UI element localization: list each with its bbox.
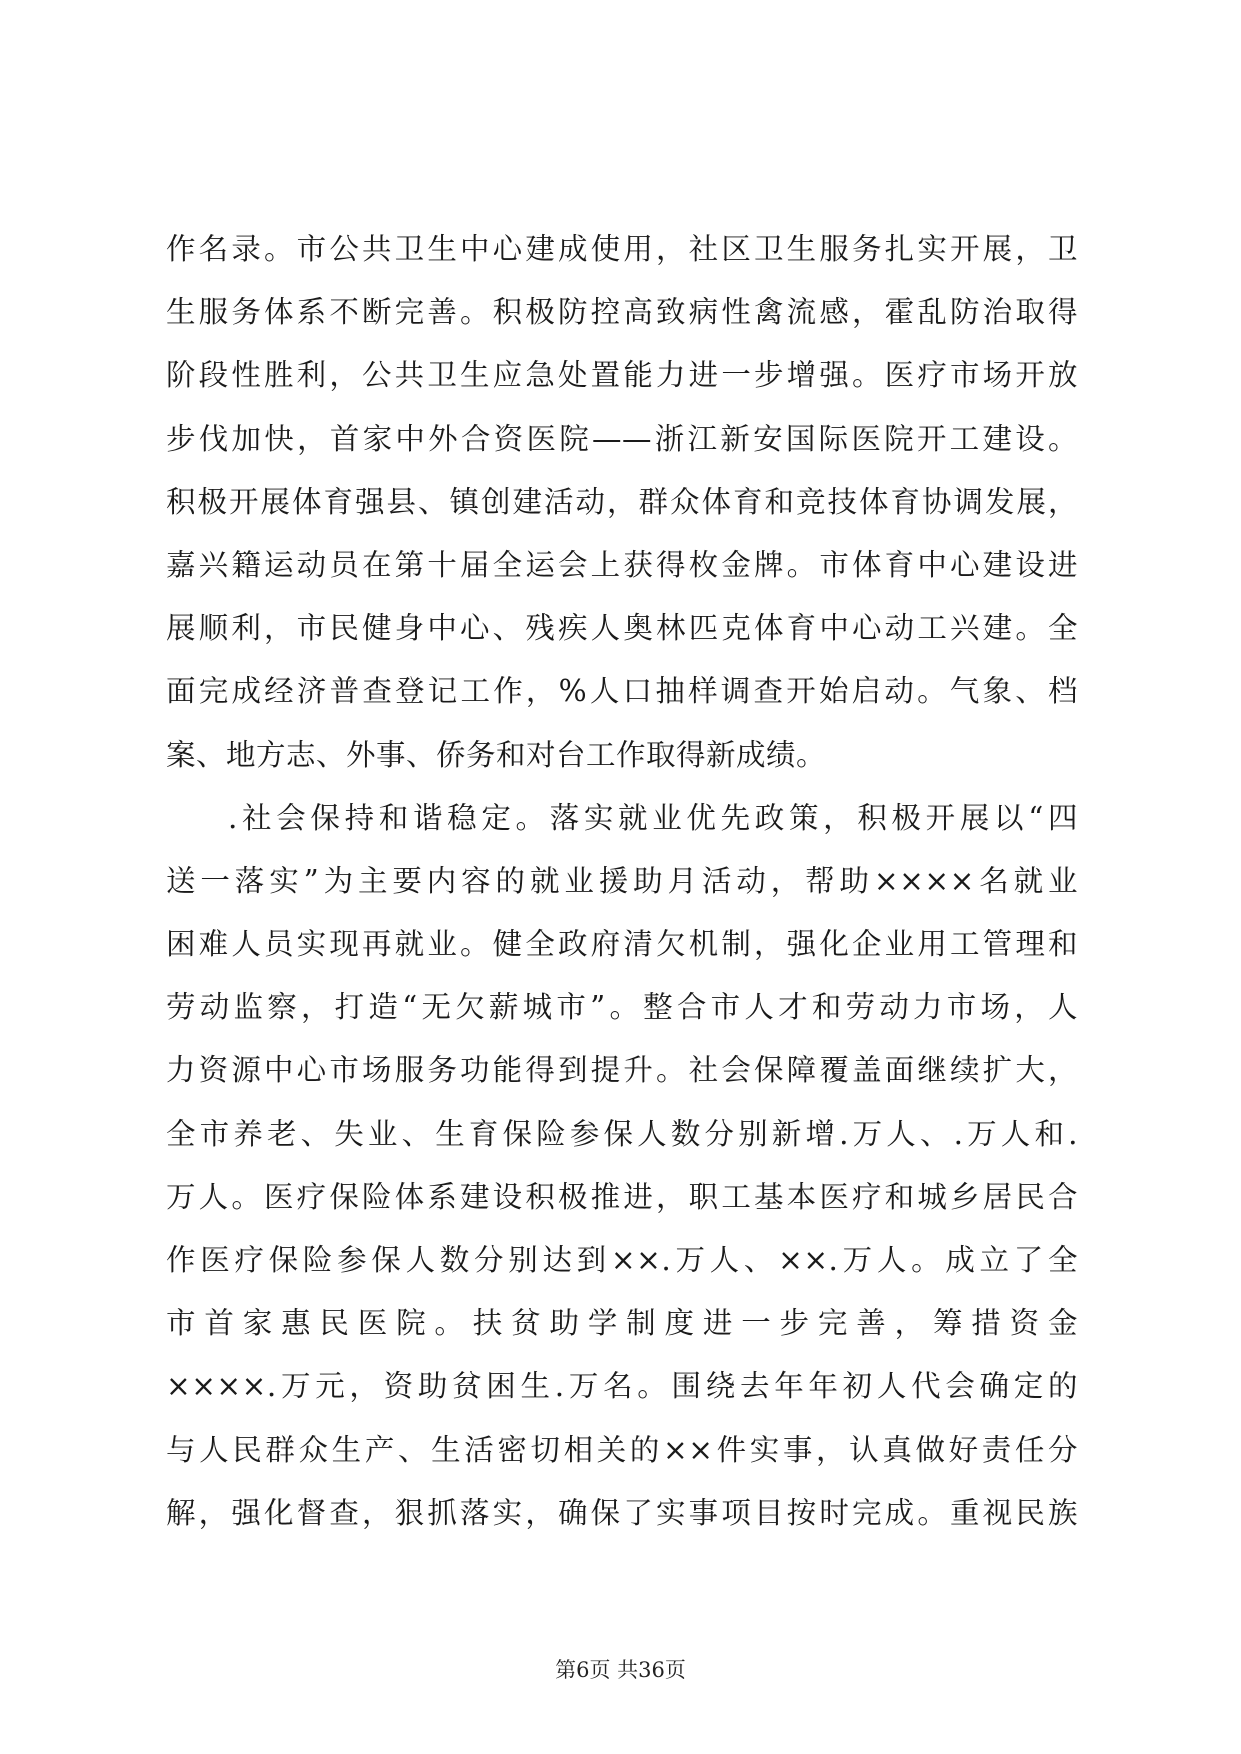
text-line: 困难人员实现再就业。健全政府清欠机制，强化企业用工管理和 <box>166 927 1078 962</box>
text-line: 力资源中心市场服务功能得到提升。社会保障覆盖面继续扩大， <box>166 1053 1078 1088</box>
text-line: 案、地方志、外事、侨务和对台工作取得新成绩。 <box>166 737 827 772</box>
text-line: 作医疗保险参保人数分别达到××.万人、××.万人。成立了全 <box>166 1243 1078 1277</box>
text-line: 全市养老、失业、生育保险参保人数分别新增.万人、.万人和. <box>166 1116 1078 1151</box>
text-line: 展顺利，市民健身中心、残疾人奥林匹克体育中心动工兴建。全 <box>166 611 1078 646</box>
page-number-label: 第6页 共36页 <box>555 1658 686 1682</box>
text-line: 作名录。市公共卫生中心建成使用，社区卫生服务扎实开展，卫 <box>166 232 1078 266</box>
text-line: ××××.万元，资助贫困生.万名。围绕去年年初人代会确定的 <box>166 1369 1078 1404</box>
text-line: 与人民群众生产、生活密切相关的××件实事，认真做好责任分 <box>166 1432 1078 1467</box>
text-line: 步伐加快，首家中外合资医院——浙江新安国际医院开工建设。 <box>166 421 1078 456</box>
text-line: 积极开展体育强县、镇创建活动，群众体育和竞技体育协调发展， <box>166 484 1078 519</box>
text-line: 市首家惠民医院。扶贫助学制度进一步完善，筹措资金 <box>166 1306 1078 1341</box>
text-line: 面完成经济普查登记工作，%人口抽样调查开始启动。气象、档 <box>166 674 1078 709</box>
text-line: 解，强化督查，狠抓落实，确保了实事项目按时完成。重视民族 <box>166 1495 1078 1530</box>
page-footer <box>0 1658 1241 1682</box>
text-line: 生服务体系不断完善。积极防控高致病性禽流感，霍乱防治取得 <box>166 295 1078 330</box>
paragraph-start-line: .社会保持和谐稳定。落实就业优先政策，积极开展以“四 <box>228 800 1078 835</box>
text-line: 送一落实”为主要内容的就业援助月活动，帮助××××名就业 <box>166 863 1078 898</box>
text-line: 劳动监察，打造“无欠薪城市”。整合市人才和劳动力市场，人 <box>166 990 1078 1025</box>
text-line: 阶段性胜利，公共卫生应急处置能力进一步增强。医疗市场开放 <box>166 358 1078 393</box>
text-line: 嘉兴籍运动员在第十届全运会上获得枚金牌。市体育中心建设进 <box>166 547 1078 582</box>
text-line: 万人。医疗保险体系建设积极推进，职工基本医疗和城乡居民合 <box>166 1179 1078 1214</box>
body-text <box>166 232 1078 1559</box>
